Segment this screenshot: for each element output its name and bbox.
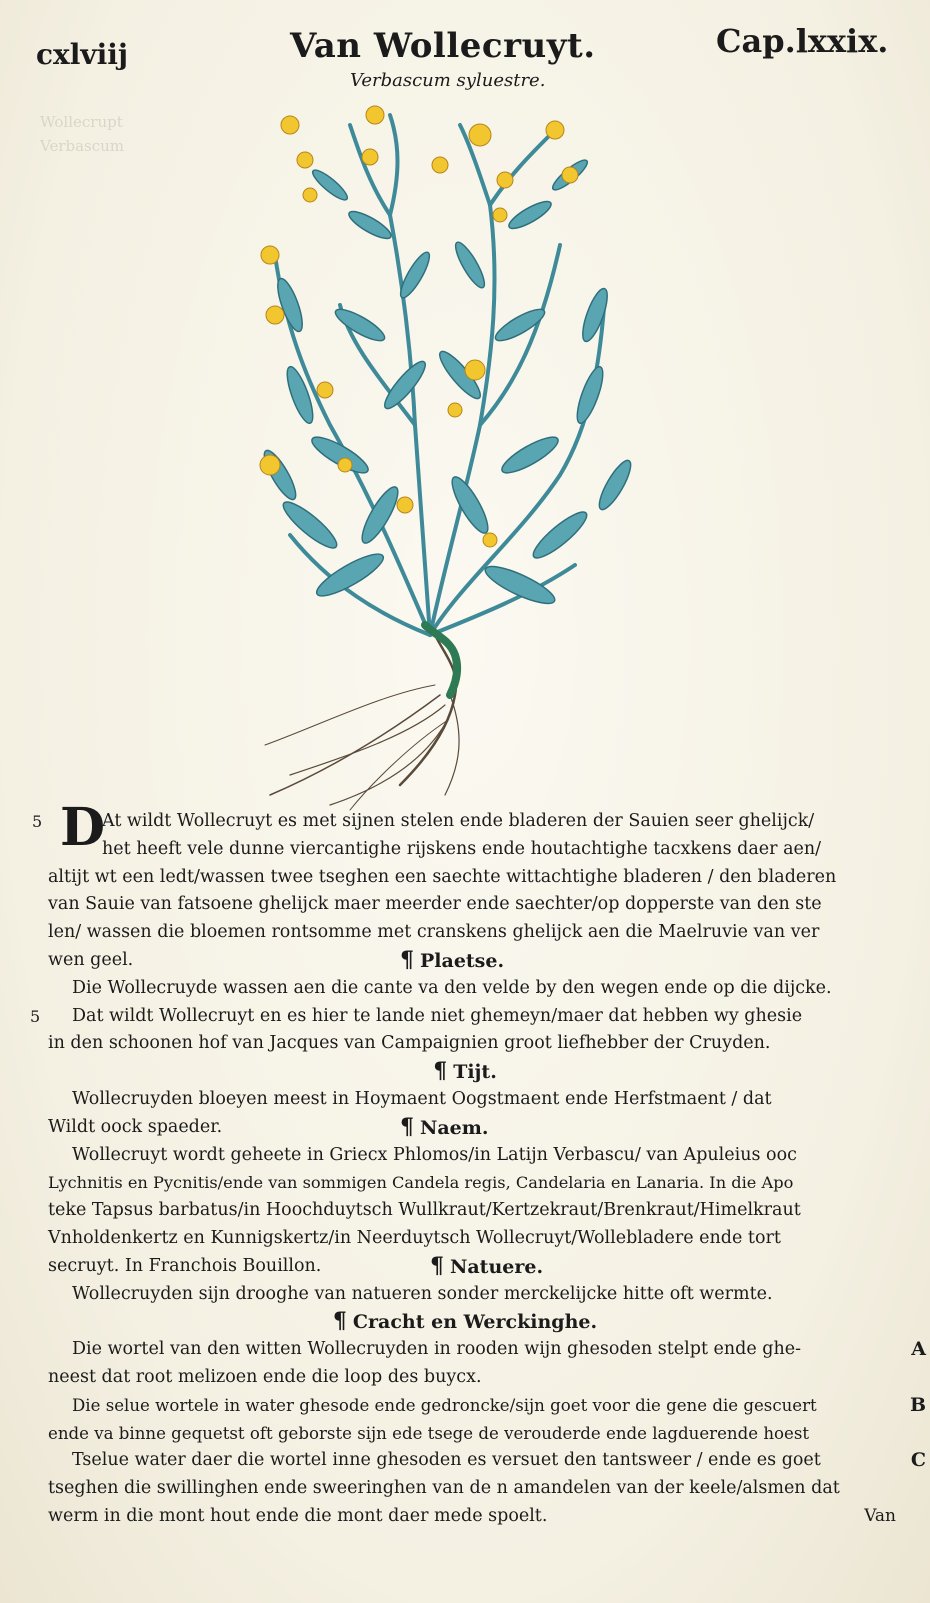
- bleed-line: Verbascum: [40, 137, 125, 155]
- section-heading-natuere: ¶ Natuere.: [430, 1252, 544, 1279]
- latin-name: Verbascum syluestre.: [350, 70, 546, 91]
- pilcrow-icon: ¶: [400, 1113, 414, 1140]
- text-line: Die wortel van den witten Wollecruyden in rooden wijn ghesoden stelpt ende ghe- A: [40, 1336, 890, 1364]
- margin-letter-c: C: [910, 1449, 926, 1472]
- text-line: Die selue wortele in water ghesode ende gedroncke/sijn goet voor die gene die gescuert B: [40, 1392, 890, 1420]
- text-line: Wollecruyt wordt geheete in Griecx Phlomos/in Latijn Verbascu/ van Apuleius ooc: [72, 1144, 797, 1165]
- body-text: [30, 797, 926, 1531]
- text-line: 5 Dat wildt Wollecruyt en es hier te lande niet ghemeyn/maer dat hebben wy ghesie: [40, 1003, 890, 1031]
- text-line: Wollecruyden bloeyen meest in Hoymaent Oogstmaent ende Herfstmaent / dat: [72, 1088, 772, 1109]
- catchword: Van: [864, 1505, 896, 1526]
- bleed-through-text: [40, 110, 200, 170]
- pilcrow-icon: ¶: [332, 1308, 347, 1335]
- drop-cap: D: [60, 797, 106, 858]
- text-line: len/ wassen die bloemen rontsomme met cranskens ghelijck aen die Maelruvie van ver: [48, 922, 820, 943]
- text-line: tseghen die swillinghen ende sweeringhen van de n amandelen van der keele/alsmen dat: [48, 1478, 840, 1499]
- chapter-number: Cap.lxxix.: [716, 22, 889, 60]
- margin-letter-a: A: [911, 1338, 926, 1361]
- text-line: het heeft vele dunne viercantighe rijskens ende houtachtighe tacxkens daer aen/: [102, 838, 822, 859]
- text-line: wen geel. ¶ Plaetse.: [40, 947, 890, 975]
- bleed-line: Wollecrupt: [40, 113, 123, 131]
- text-line: Wollecruyden sijn drooghe van natueren sonder merckelijcke hitte oft wermte.: [72, 1283, 773, 1304]
- pilcrow-icon: ¶: [430, 1252, 444, 1279]
- text-line: neest dat root melizoen ende die loop des buycx.: [48, 1366, 482, 1387]
- text-line: ende va binne gequetst oft geborste sijn ede tsege de verouderde ende lagduerende hoest: [48, 1423, 810, 1443]
- section-heading-plaetse: ¶ Plaetse.: [400, 946, 505, 973]
- text-line: 5 D At wildt Wollecruyt es met sijnen stelen ende bladeren der Sauien seer ghelijck/: [32, 797, 815, 858]
- verbascum-plant-illustration: [230, 95, 650, 815]
- page-number: cxlviij: [36, 38, 129, 71]
- margin-number: 5: [32, 812, 43, 831]
- text-line: in den schoonen hof van Jacques van Campaignien groot liefhebber der Cruyden.: [48, 1033, 771, 1054]
- text-line: secruyt. In Franchois Bouillon. ¶ Natuere.: [40, 1253, 890, 1281]
- pilcrow-icon: ¶: [433, 1058, 448, 1085]
- text-line: Vnholdenkertz en Kunnigskertz/in Neerduytsch Wollecruyt/Wollebladere ende tort: [48, 1227, 781, 1248]
- text-line: van Sauie van fatsoene ghelijck maer meerder ende saechter/op dopperste van den ste: [48, 894, 822, 915]
- section-heading-tijt: ¶ Tijt.: [433, 1058, 497, 1085]
- margin-letter-b: B: [909, 1393, 926, 1416]
- text-line: Lychnitis en Pycnitis/ende van sommigen Candela regis, Candelaria en Lanaria. In die Apo: [48, 1173, 794, 1193]
- text-line: Tselue water daer die wortel inne ghesoden es versuet den tantsweer / ende es goet C: [40, 1447, 890, 1475]
- text-line: teke Tapsus barbatus/in Hoochduytsch Wullkraut/Kertzekraut/Brenkraut/Himelkraut: [48, 1200, 801, 1221]
- text-line: Wildt oock spaeder. ¶ Naem.: [40, 1114, 890, 1142]
- section-heading-cracht: ¶ Cracht en Werckinghe.: [332, 1308, 598, 1335]
- section-heading-naem: ¶ Naem.: [400, 1113, 489, 1140]
- pilcrow-icon: ¶: [400, 946, 414, 973]
- margin-number: 5: [30, 1006, 41, 1026]
- text-line: Die Wollecruyde wassen aen die cante va den velde by den wegen ende op die dijcke.: [72, 977, 832, 998]
- page-title: Van Wollecruyt.: [290, 26, 596, 66]
- text-line: altijt wt een ledt/wassen twee tseghen een saechte wittachtighe bladeren / den bladeren: [48, 866, 837, 887]
- text-line: werm in die mont hout ende die mont daer mede spoelt. Van: [40, 1503, 890, 1531]
